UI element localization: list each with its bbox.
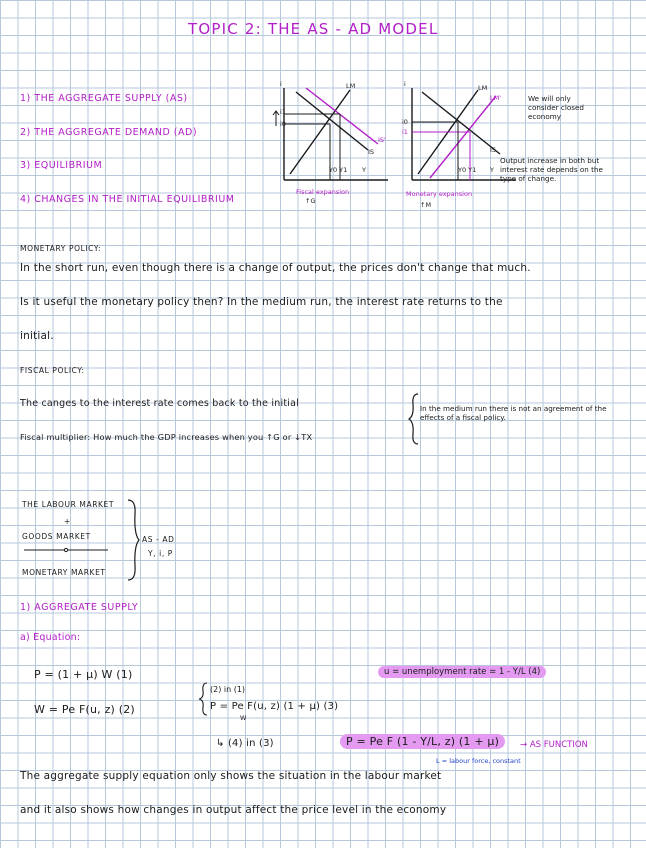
unemployment-definition: u = unemployment rate = 1 - Y/L (4) xyxy=(378,666,546,678)
graph1-is1-label: IS' xyxy=(378,136,386,144)
monetary-market-label: MONETARY MARKET xyxy=(22,568,106,577)
graph1-y-axis-label: i xyxy=(280,80,282,88)
graph2-lm1-label: LM' xyxy=(490,94,502,102)
fiscal-policy-heading: FISCAL POLICY: xyxy=(20,366,85,375)
fiscal-brace xyxy=(408,392,420,446)
monetary-policy-line-2: Is it useful the monetary policy then? In the medium run, the interest rate returns to the xyxy=(20,296,503,308)
toc-item-aggregate-demand: 2) THE AGGREGATE DEMAND (AD) xyxy=(20,127,198,138)
graph1-caption-sub: ↑G xyxy=(305,197,316,205)
graph1-x-ticks: Y0 Y1 xyxy=(329,166,348,174)
as-text-line-1: The aggregate supply equation only shows the situation in the labour market xyxy=(20,770,442,782)
graph2-i0-label: i0 xyxy=(402,118,408,126)
fiscal-policy-line-1: The canges to the interest rate comes back to the initial xyxy=(20,398,299,409)
graph2-caption-sub: ↑M xyxy=(420,201,432,209)
equation-subheading: a) Equation: xyxy=(20,632,81,643)
equation-wage: W = Pe F(u, z) (2) xyxy=(34,703,135,716)
aggregate-supply-equation: P = Pe F (1 - Y/L, z) (1 + μ) xyxy=(340,734,505,749)
toc-item-changes-equilibrium: 4) CHANGES IN THE INITIAL EQUILIBRIUM xyxy=(20,194,235,205)
graph2-is-label: IS xyxy=(490,146,497,154)
y-i-p-result: Y, i, P xyxy=(148,549,173,558)
side-note-output-increase: Output increase in both but interest rate depends on the type of change. xyxy=(500,156,603,183)
as-text-line-2: and it also shows how changes in output affect the price level in the economy xyxy=(20,804,447,816)
graph1-lm-label: LM xyxy=(346,82,356,90)
graph1-caption: Fiscal expansion xyxy=(296,188,350,196)
graph1-i1-label: i1 xyxy=(280,108,286,116)
substitution-note: (2) in (1) xyxy=(210,685,246,694)
graph1-i0-label: i0 xyxy=(280,120,286,128)
graph2-i1-label: i1 xyxy=(402,128,408,136)
aggregate-supply-heading: 1) AGGREGATE SUPPLY xyxy=(20,602,139,613)
as-ad-result: AS - AD xyxy=(142,535,175,544)
page-title: TOPIC 2: THE AS - AD MODEL xyxy=(188,20,439,38)
graph2-x-ticks: Y0 Y1 xyxy=(458,166,477,174)
graph2-y-axis-label: i xyxy=(404,80,406,88)
graph2-lm-label: LM xyxy=(478,84,488,92)
divider-line xyxy=(24,546,108,554)
graph2-caption: Monetary expansion xyxy=(406,190,473,198)
plus-sign: + xyxy=(64,517,71,526)
graph1-x-axis-label: Y xyxy=(362,166,366,174)
equations-brace xyxy=(198,682,208,716)
toc-item-equilibrium: 3) EQUILIBRIUM xyxy=(20,160,103,171)
as-function-label: → AS FUNCTION xyxy=(520,740,588,750)
markets-brace xyxy=(126,498,140,582)
side-note-closed-economy: We will only consider closed economy xyxy=(528,94,584,121)
equation-price: P = (1 + μ) W (1) xyxy=(34,668,133,681)
monetary-policy-line-1: In the short run, even though there is a change of output, the prices don't change that much. xyxy=(20,262,531,274)
equation-combined: P = Pe F(u, z) (1 + μ) (3) xyxy=(210,701,339,712)
monetary-policy-heading: MONETARY POLICY: xyxy=(20,244,102,253)
toc-item-aggregate-supply: 1) THE AGGREGATE SUPPLY (AS) xyxy=(20,93,188,104)
monetary-policy-line-3: initial. xyxy=(20,330,54,342)
labour-force-note: L = labour force, constant xyxy=(436,757,521,765)
graph2-x-axis-label: Y xyxy=(490,166,494,174)
fiscal-multiplier-line: Fiscal multiplier: How much the GDP increases when you ↑G or ↓TX xyxy=(20,432,313,442)
equation-combined-sub: W xyxy=(240,714,247,722)
fiscal-brace-note: In the medium run there is not an agreement of the effects of a fiscal policy. xyxy=(420,404,607,422)
goods-market-label: GOODS MARKET xyxy=(22,532,91,541)
substitution-step: ↳ (4) in (3) xyxy=(216,738,274,749)
labour-market-label: THE LABOUR MARKET xyxy=(22,500,115,509)
graph1-is-label: IS xyxy=(368,148,375,156)
